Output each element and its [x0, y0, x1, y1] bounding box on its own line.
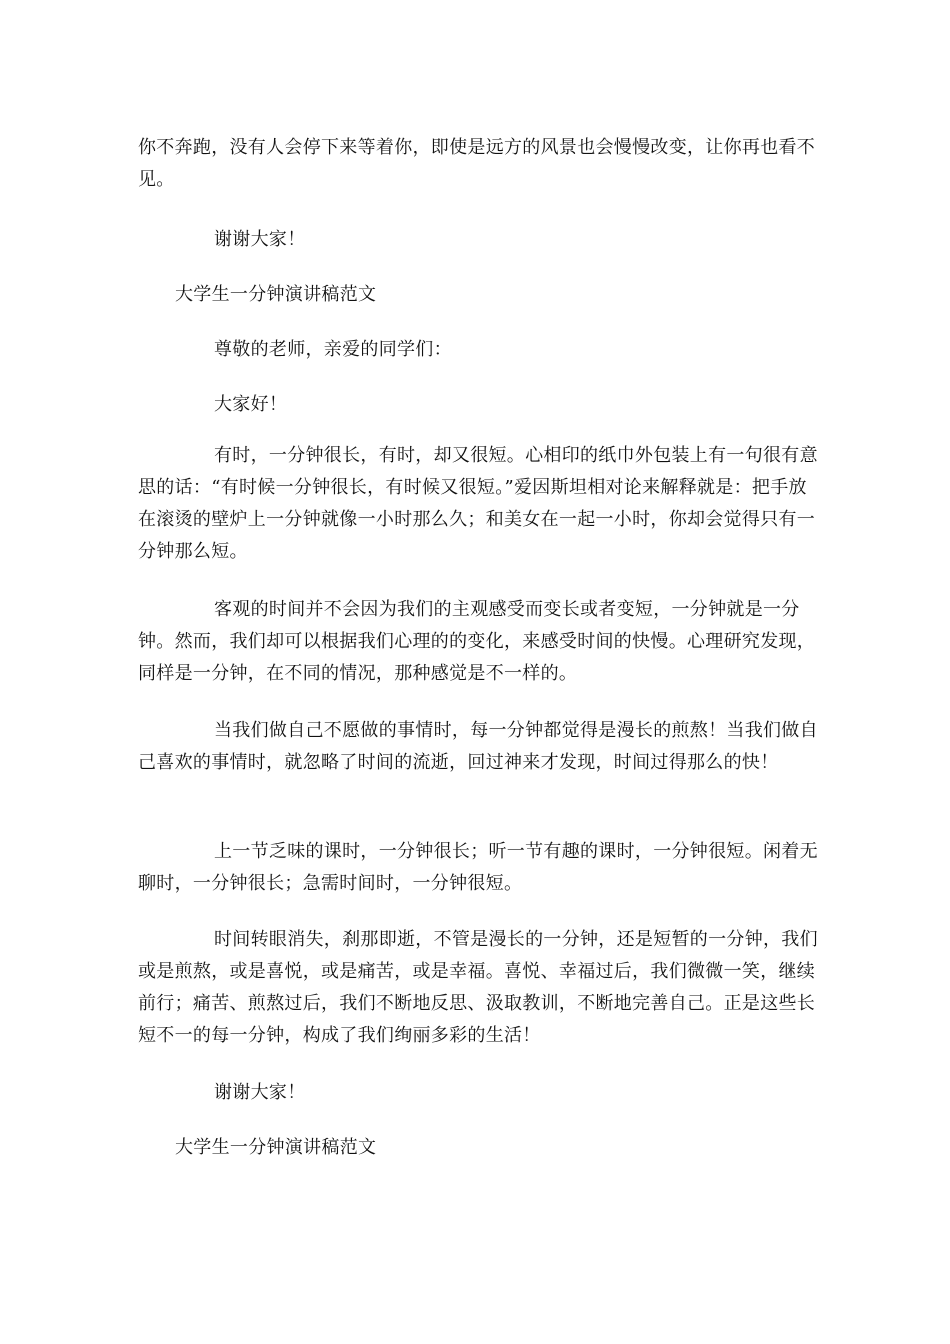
paragraph-body-2: 客观的时间并不会因为我们的主观感受而变长或者变短，一分钟就是一分钟。然而，我们却可以根据我们心理的的变化，来感受时间的快慢。心理研究发现，同样是一分钟，在不同的情况，那种感觉是不一样的。	[138, 599, 816, 684]
paragraph-body-1: 有时，一分钟很长，有时，却又很短。心相印的纸巾外包装上有一句很有意思的话：“有时候一分钟很长，有时候又很短。”爱因斯坦相对论来解释就是：把手放在滚烫的壁炉上一分钟就像一小时那么久；和美女在一起一小时，你却会觉得只有一分钟那么短。	[138, 445, 818, 562]
paragraph-thanks: 谢谢大家！	[214, 229, 306, 250]
paragraph-thanks-2: 谢谢大家！	[214, 1082, 306, 1103]
paragraph-closing-text: 你不奔跑，没有人会停下来等着你，即使是远方的风景也会慢慢改变，让你再也看不见。	[138, 137, 816, 190]
paragraph-body-4: 上一节乏味的课时，一分钟很长；听一节有趣的课时，一分钟很短。闲着无聊时，一分钟很长；急需时间时，一分钟很短。	[138, 841, 818, 894]
paragraph-greeting: 大家好！	[214, 394, 288, 415]
paragraph-salutation: 尊敬的老师，亲爱的同学们：	[214, 339, 452, 360]
paragraph-body-5: 时间转眼消失，刹那即逝，不管是漫长的一分钟，还是短暂的一分钟，我们或是煎熬，或是喜悦，或是痛苦，或是幸福。喜悦、幸福过后，我们微微一笑，继续前行；痛苦、煎熬过后，我们不断地反思、汲取教训，不断地完善自己。正是这些长短不一的每一分钟，构成了我们绚丽多彩的生活！	[138, 929, 818, 1046]
section-title-2: 大学生一分钟演讲稿范文	[175, 1137, 377, 1158]
paragraph-body-3: 当我们做自己不愿做的事情时，每一分钟都觉得是漫长的煎熬！当我们做自己喜欢的事情时，就忽略了时间的流逝，回过神来才发现，时间过得那么的快！	[138, 720, 818, 773]
section-title: 大学生一分钟演讲稿范文	[175, 284, 377, 305]
